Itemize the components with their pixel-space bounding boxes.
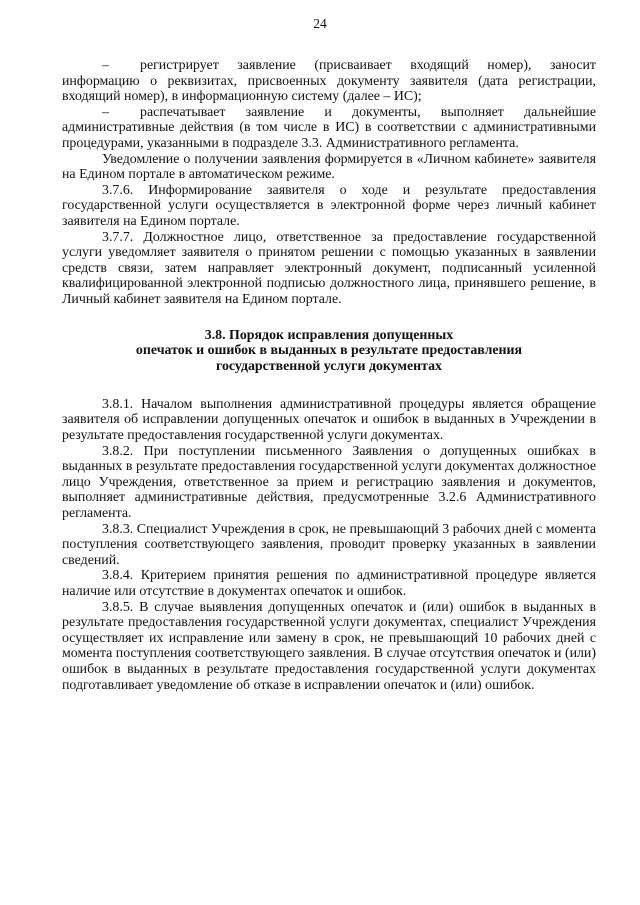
dash-marker: –	[102, 104, 109, 120]
dash-marker: –	[102, 58, 109, 73]
list-item-text: регистрирует заявление (присваивает входящий номер), заносит информацию о реквизитах, присвоенных документу заявителя (дата регистрации, входящий номер), в информационную систему (далее – ИС);	[62, 58, 596, 105]
page-number: 24	[313, 16, 327, 31]
section-heading-line: опечаток и ошибок в выданных в результате предоставления	[135, 343, 523, 359]
paragraph: 3.7.6. Информирование заявителя о ходе и результате предоставления государственной услуги осуществляется в электронной форме через личный кабинет заявителя на Едином портале.	[62, 182, 596, 229]
paragraph: 3.8.2. При поступлении письменного Заявления о допущенных ошибках в выданных в результате предоставления государственной услуги документах должностное лицо Учреждения, ответственное за прием и регистрацию заявления и документов, выполняет административные действия, предусмотренные 3.2.6 Административного регламента.	[62, 443, 596, 522]
section-heading-line: государственной услуги документах	[216, 359, 442, 375]
list-item-text: распечатывает заявление и документы, выполняет дальнейшие административные действия (в том числе в ИС) в соответствии с административными процедурами, указанными в подразделе 3.3. Административного регламента.	[62, 104, 596, 151]
list-item-dash	[62, 105, 596, 152]
paragraph: Уведомление о получении заявления формируется в «Личном кабинете» заявителя на Едином портале в автоматическом режиме.	[62, 151, 596, 183]
paragraph: 3.7.7. Должностное лицо, ответственное за предоставление государственной услуги уведомляет заявителя о принятом решении с помощью указанных в заявлении средств связи, затем направляет электронный документ, подписанный усиленной квалифицированной электронной подписью должностного лица, принявшего решение, в Личный кабинет заявителя на Едином портале.	[62, 229, 596, 307]
paragraph: 3.8.3. Специалист Учреждения в срок, не превышающий 3 рабочих дней с момента поступления соответствующего заявления, проводит проверку указанных в заявлении сведений.	[62, 521, 596, 568]
document-body	[62, 58, 596, 693]
paragraph: 3.8.5. В случае выявления допущенных опечаток и (или) ошибок в выданных в результате предоставления государственной услуги документах, специалист Учреждения осуществляет их исправление или замену в срок, не превышающий 10 рабочих дней с момента поступления соответствующего заявления. В случае отсутствия опечаток и (или) ошибок в выданных в результате предоставления государственной услуги документах подготавливает уведомление об отказе в исправлении опечаток и (или) ошибок.	[62, 599, 596, 693]
section-heading	[62, 328, 596, 375]
section-heading-line: 3.8. Порядок исправления допущенных	[204, 327, 454, 343]
list-item-dash	[62, 58, 596, 105]
paragraph: 3.8.4. Критерием принятия решения по административной процедуре является наличие или отсутствие в документах опечаток и ошибок.	[62, 568, 596, 600]
paragraph: 3.8.1. Началом выполнения административной процедуры является обращение заявителя об исправлении допущенных опечаток и ошибок в выданных в Учреждении в результате предоставления государственной услуги документах.	[62, 396, 596, 444]
